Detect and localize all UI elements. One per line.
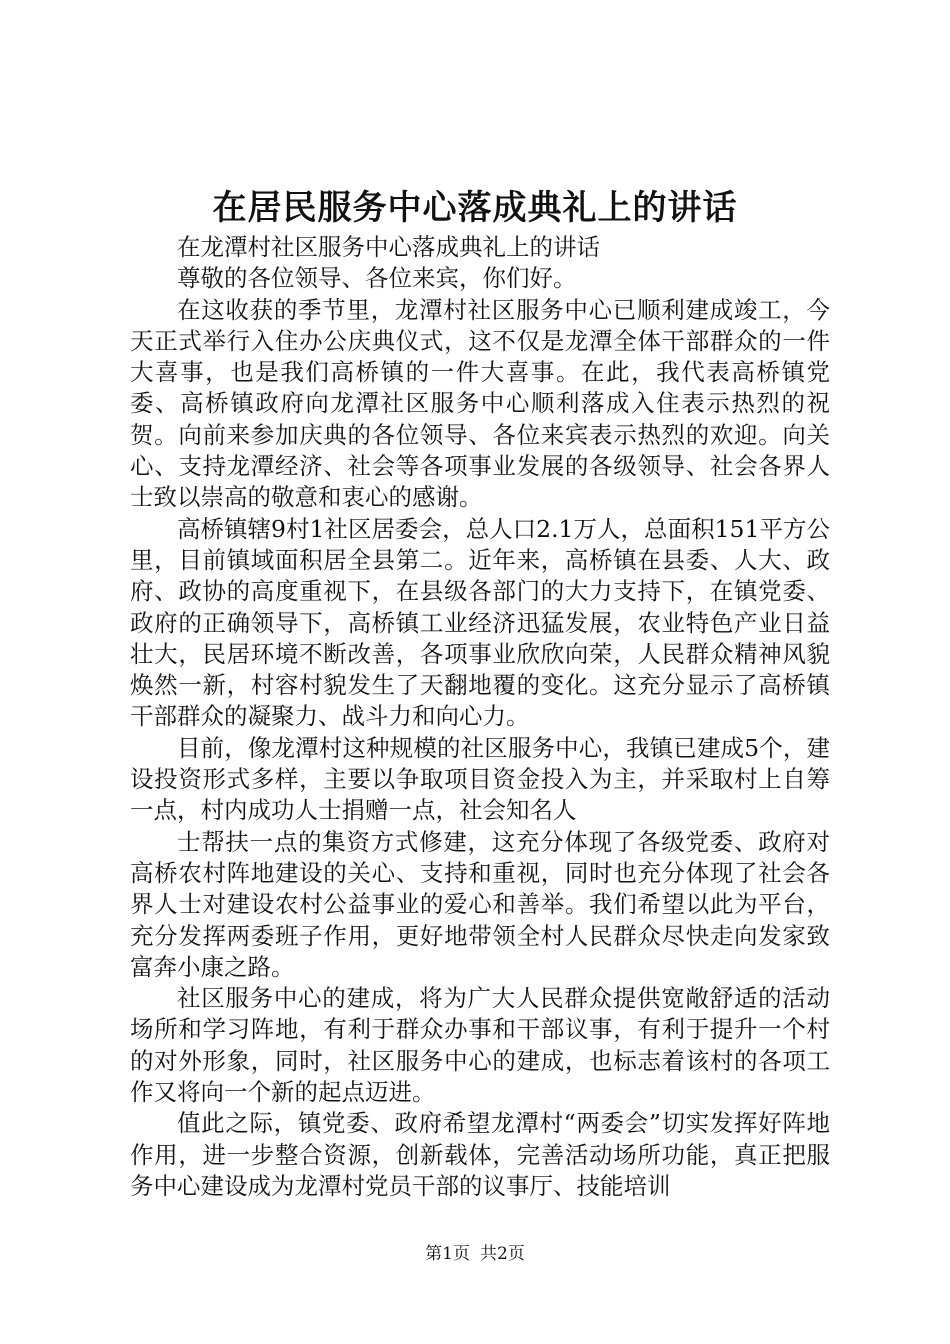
- page-total: 共2页: [480, 1244, 525, 1264]
- paragraph-support: 士帮扶一点的集资方式修建，这充分体现了各级党委、政府对高桥农村阵地建设的关心、支持和重视，同时也充分体现了社会各界人士对建设农村公益事业的爱心和善举。我们希望以此为平台，充分发挥两委班子作用，更好地带领全村人民群众尽快走向发家致富奔小康之路。: [130, 827, 830, 981]
- document-body: [130, 232, 830, 1202]
- page-number: 第1页: [425, 1244, 470, 1264]
- paragraph-investment: 目前，像龙潭村这种规模的社区服务中心，我镇已建成5个，建设投资形式多样，主要以争取项目资金投入为主，并采取村上自筹一点，村内成功人士捐赠一点，社会知名人: [130, 733, 830, 825]
- paragraph-opening: 在这收获的季节里，龙潭村社区服务中心已顺利建成竣工，今天正式举行入住办公庆典仪式，这不仅是龙潭全体干部群众的一件大喜事，也是我们高桥镇的一件大喜事。在此，我代表高桥镇党委、高桥镇政府向龙潭社区服务中心顺利落成入住表示热烈的祝贺。向前来参加庆典的各位领导、各位来宾表示热烈的欢迎。向关心、支持龙潭经济、社会等各项事业发展的各级领导、社会各界人士致以崇高的敬意和衷心的感谢。: [130, 295, 830, 512]
- paragraph-expectation: 值此之际，镇党委、政府希望龙潭村“两委会”切实发挥好阵地作用，进一步整合资源，创新载体，完善活动场所功能，真正把服务中心建设成为龙潭村党员干部的议事厅、技能培训: [130, 1109, 830, 1200]
- paragraph-subtitle: 在龙潭村社区服务中心落成典礼上的讲话: [177, 233, 600, 261]
- paragraph-town-overview: 高桥镇辖9村1社区居委会，总人口2.1万人，总面积151平方公里，目前镇域面积居全县第二。近年来，高桥镇在县委、人大、政府、政协的高度重视下，在县级各部门的大力支持下，在镇党委、政府的正确领导下，高桥镇工业经济迅猛发展，农业特色产业日益壮大，民居环境不断改善，各项事业欣欣向荣，人民群众精神风貌焕然一新，村容村貌发生了天翻地覆的变化。这充分显示了高桥镇干部群众的凝聚力、战斗力和向心力。: [130, 514, 830, 731]
- page-footer: [0, 1242, 950, 1266]
- paragraph-benefits: 社区服务中心的建成，将为广大人民群众提供宽敞舒适的活动场所和学习阵地，有利于群众办事和干部议事，有利于提升一个村的对外形象，同时，社区服务中心的建成，也标志着该村的各项工作又将向一个新的起点迈进。: [130, 984, 830, 1107]
- document-title: 在居民服务中心落成典礼上的讲话: [212, 188, 738, 228]
- paragraph-greeting: 尊敬的各位领导、各位来宾，你们好。: [177, 264, 577, 293]
